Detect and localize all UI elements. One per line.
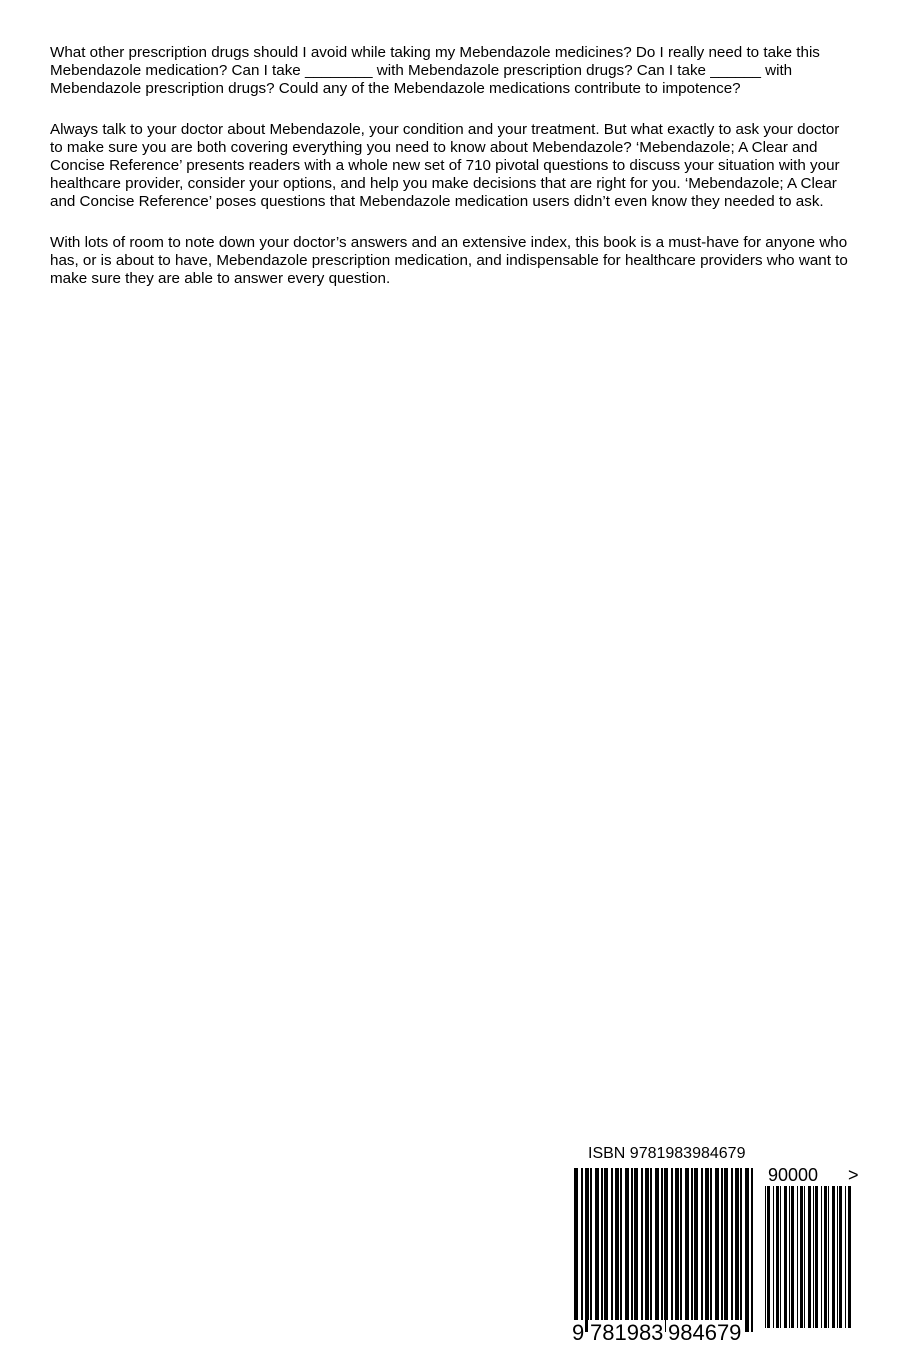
barcode-bar xyxy=(780,1186,781,1328)
barcode-bar xyxy=(745,1168,749,1332)
barcode-bar xyxy=(789,1186,790,1328)
barcode-bar xyxy=(832,1186,835,1328)
barcode-bar xyxy=(804,1186,805,1328)
barcode-bar xyxy=(845,1186,846,1328)
barcode-bar xyxy=(645,1168,649,1320)
barcode-bar xyxy=(724,1168,728,1320)
barcode-bar xyxy=(824,1186,827,1328)
barcode-bar xyxy=(585,1168,589,1332)
isbn-label: ISBN 9781983984679 xyxy=(588,1145,746,1162)
blurb-paragraph-questions: What other prescription drugs should I avoid while taking my Mebendazole medicines? Do I really need to take this Mebendazole medication? Can I take ________ with Mebendazole prescription drugs? Can I take ______ with Mebendazole prescription drugs? Could any of the Mebendazole medications contribute to impotence? xyxy=(50,44,820,98)
barcode-bar xyxy=(828,1186,829,1328)
barcode-bar xyxy=(731,1168,733,1320)
barcode-bar xyxy=(615,1168,619,1320)
barcode-bar xyxy=(581,1168,583,1332)
barcode-bar xyxy=(740,1168,742,1332)
barcode-digit-first: 9 xyxy=(572,1320,585,1345)
barcode-bar xyxy=(590,1168,592,1332)
barcode-bar xyxy=(685,1168,689,1320)
price-addon-barcode-bars xyxy=(763,1186,853,1328)
barcode-bar xyxy=(671,1168,673,1320)
barcode-bar xyxy=(650,1168,652,1320)
price-code: 90000 xyxy=(768,1165,819,1185)
barcode-bar xyxy=(784,1186,787,1328)
barcode-digits-left: 781983 xyxy=(590,1320,664,1345)
barcode-bar xyxy=(634,1168,638,1320)
barcode-bar xyxy=(701,1168,703,1320)
barcode-bar xyxy=(641,1168,643,1320)
barcode-bar xyxy=(655,1168,659,1320)
barcode-bar xyxy=(839,1186,842,1328)
blurb-paragraph-doctor: Always talk to your doctor about Mebendazole, your condition and your treatment. But what exactly to ask your doctor to make sure you are both covering everything you need to know about Mebendazole? ‘Mebendazole; A Clear and Concise Reference’ presents readers with a whole new set of 710 pivotal questions to discuss your situation with your healthcare provider, consider your options, and help you make decisions that are right for you. ‘Mebendazole; A Clear and Concise Reference’ poses questions that Mebendazole medication users didn’t even know they needed to ask. xyxy=(50,120,840,211)
barcode-bar xyxy=(773,1186,774,1328)
barcode-bar xyxy=(813,1186,814,1328)
barcode-bar xyxy=(574,1168,578,1332)
barcode-bar xyxy=(765,1186,766,1328)
barcode-bar xyxy=(735,1168,739,1320)
barcode-bar xyxy=(791,1186,794,1328)
barcode-bar xyxy=(694,1168,698,1320)
isbn-barcode xyxy=(572,1144,872,1354)
barcode-bar xyxy=(664,1168,668,1332)
barcode-bar xyxy=(691,1168,693,1320)
barcode-bar xyxy=(595,1168,599,1320)
barcode-bar xyxy=(808,1186,811,1328)
barcode-bar xyxy=(800,1186,803,1328)
barcode-bar xyxy=(705,1168,709,1320)
barcode-digits-right: 984679 xyxy=(668,1320,742,1345)
blurb-paragraph-index: With lots of room to note down your doctor’s answers and an extensive index, this book is a must-have for anyone who has, or is about to have, Mebendazole prescription medication, and indispensable for healthcare providers who want to make sure they are able to answer every question. xyxy=(50,233,848,288)
back-cover-blurb xyxy=(50,44,850,310)
barcode-bar xyxy=(620,1168,622,1320)
barcode-bar xyxy=(797,1186,798,1328)
price-arrow-icon: > xyxy=(848,1165,859,1185)
barcode-bar xyxy=(675,1168,679,1320)
barcode-bar xyxy=(601,1168,603,1320)
barcode-bar xyxy=(604,1168,608,1320)
barcode-bar xyxy=(821,1186,822,1328)
barcode-bar xyxy=(715,1168,719,1320)
barcode-bar xyxy=(625,1168,629,1320)
barcode-bar xyxy=(776,1186,779,1328)
barcode-bar xyxy=(661,1168,663,1332)
barcode-bar xyxy=(848,1186,851,1328)
barcode-bar xyxy=(767,1186,770,1328)
barcode-bar xyxy=(710,1168,712,1320)
barcode-bar xyxy=(721,1168,723,1320)
barcode-bar xyxy=(751,1168,753,1332)
barcode-bar xyxy=(815,1186,818,1328)
barcode-bar xyxy=(680,1168,682,1320)
ean13-barcode-bars xyxy=(572,1168,756,1332)
barcode-bar xyxy=(837,1186,838,1328)
barcode-bar xyxy=(611,1168,613,1320)
barcode-bar xyxy=(631,1168,633,1320)
